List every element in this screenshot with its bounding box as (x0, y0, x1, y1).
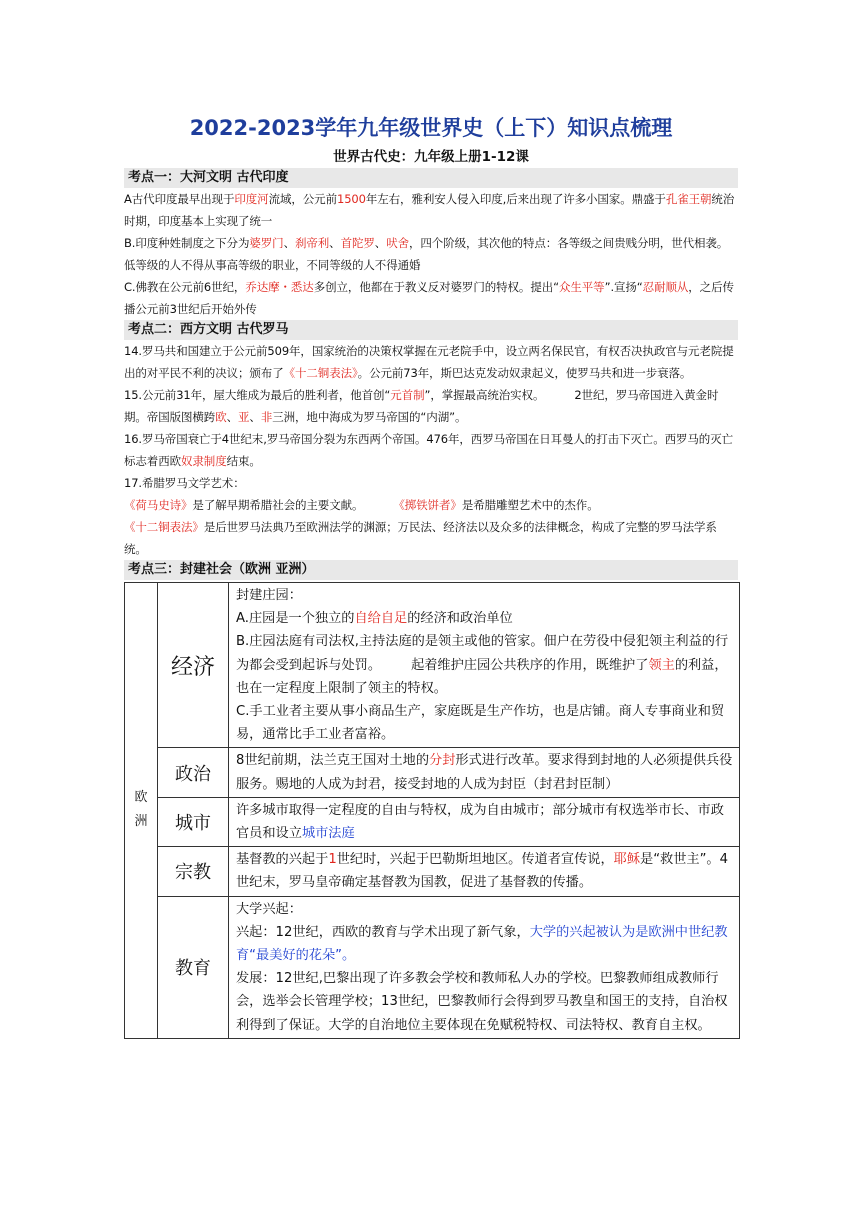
economy-line-b (236, 630, 733, 700)
keyword: 大学的兴起被认为是欧洲中世纪教育“最美好的花朵”。 (236, 924, 728, 964)
table-row (125, 748, 740, 797)
keyword: 城市法庭 (301, 826, 355, 842)
text: ，四个阶级，其次他的特点：各等级之间贵贱分明，世代相袭。低等级的人不得从事高等级的职业，不同等级的人不得通婚 (124, 236, 729, 272)
education-development: 发展：12世纪,巴黎出现了许多教会学校和教师私人办的学校。巴黎教师组成教师行会，选举会长管理学校；13世纪，巴黎教师行会得到罗马教皇和国王的支持，自治权利得到了保证。大学的自治地位主要体现在免赋税特权、司法特权、教育自主权。 (236, 971, 728, 1033)
region-cell-europe (125, 583, 158, 1039)
table-row (125, 847, 740, 896)
text: 兴起：12世纪，西欧的教育与学术出现了新气象， (236, 924, 530, 940)
education-description (229, 896, 740, 1038)
india-paragraph-b (124, 232, 738, 276)
text: 。公元前73年，斯巴达克发动奴隶起义，使罗马共和进一步衰落。 (357, 366, 692, 380)
religion-description (229, 847, 740, 896)
text: 流域，公元前 (268, 192, 337, 206)
text: 是“救世主”。4世纪末，罗马皇帝确定基督教为国教，促进了基督教的传播。 (236, 852, 729, 891)
text: 统治时期，印度基本上实现了统一 (124, 192, 735, 228)
text: 、 (226, 410, 239, 424)
text: 形式进行改革。要求得到封地的人必须提供兵役服务。赐地的人成为封君，接受封地的人成为封臣（封君封臣制） (236, 753, 733, 792)
text: 、 (374, 236, 387, 250)
text: 14.罗马共和国建立于公元前509年，国家统治的决策权掌握在元老院手中，设立两名保民官，有权否决执政官与元老院提出的对平民不利的决议；颁布了 (124, 344, 734, 380)
category-politics: 政治 (158, 748, 229, 797)
category-economy: 经济 (158, 583, 229, 748)
keyword: 非 (260, 410, 273, 424)
section-heading-feudal: 考点三：封建社会（欧洲 亚洲） (124, 560, 738, 580)
text: 世纪时，兴起于巴勒斯坦地区。传道者宣传说， (336, 852, 614, 868)
text: 三洲，地中海成为罗马帝国的“内湖”。 (272, 410, 467, 424)
section-heading-india: 考点一：大河文明 古代印度 (124, 168, 738, 188)
text: 是了解早期希腊社会的主要文献。 (192, 498, 364, 512)
keyword: 乔达摩・悉达 (245, 280, 314, 294)
text: 15.公元前31年，屋大维成为最后的胜利者，他首创“ (124, 388, 391, 402)
text: ”，掌握最高统治实权。 (424, 388, 545, 402)
keyword: 1500 (336, 192, 366, 206)
rome-paragraph-17: 17.希腊罗马文学艺术： (124, 476, 245, 490)
politics-description (229, 748, 740, 797)
economy-line-a (236, 607, 733, 630)
text: ，之后传播公元前3世纪后开始外传 (124, 280, 734, 316)
text: 多创立，他都在于教义反对婆罗门的特权。提出“ (313, 280, 559, 294)
rome-paragraph-16 (124, 428, 738, 472)
keyword: 忍耐顺从 (642, 280, 689, 294)
keyword: 《十二铜表法》 (124, 520, 204, 534)
keyword: 首陀罗 (340, 236, 375, 250)
text: 、 (249, 410, 261, 424)
text: 起着维护庄园公共秩序的作用，既维护了 (411, 657, 649, 673)
economy-line-c: C.手工业者主要从事小商品生产，家庭既是生产作坊，也是店铺。商人专事商业和贸易，通常比手工业者富裕。 (236, 704, 725, 743)
text: 2世纪，罗马帝国进入黄金时期。帝国版图横跨 (124, 388, 719, 424)
city-text (236, 799, 733, 845)
rome-paragraph-17b (124, 516, 738, 560)
table-row (125, 797, 740, 846)
keyword: 《十二铜表法》 (283, 366, 358, 380)
text: 、 (329, 236, 341, 250)
text: B.印度种姓制度之下分为 (124, 236, 250, 250)
section-heading-rome: 考点二：西方文明 古代罗马 (124, 320, 738, 340)
text: 的利益，也在一定程度上限制了领主的特权。 (236, 657, 728, 696)
keyword: 印度河 (234, 192, 269, 206)
rome-paragraph-15 (124, 384, 738, 428)
text: 是希腊雕塑艺术中的杰作。 (461, 498, 599, 512)
text: ”.宣扬“ (604, 280, 643, 294)
keyword: 1 (328, 852, 337, 868)
keyword: 分封 (429, 753, 456, 769)
text: 许多城市取得一定程度的自由与特权，成为自由城市；部分城市有权选举市长、市政官员和设立 (236, 802, 724, 842)
document-title: 2022-2023学年九年级世界史（上下）知识点梳理 (189, 116, 673, 140)
table-row (125, 896, 740, 1038)
region-char: 洲 (134, 814, 148, 830)
text: 封建庄园： (236, 588, 302, 603)
politics-text (236, 749, 733, 795)
keyword: 自给自足 (354, 611, 408, 627)
keyword: 吠舍 (386, 236, 409, 250)
region-char: 欧 (134, 790, 148, 806)
text: A古代印度最早出现于 (124, 192, 235, 206)
category-religion: 宗教 (158, 847, 229, 896)
text: 是后世罗马法典乃至欧洲法学的渊源；万民法、经济法以及众多的法律概念，构成了完整的罗马法学系统。 (124, 520, 717, 556)
india-paragraph-c (124, 276, 738, 320)
keyword: 孔雀王朝 (665, 192, 712, 206)
text: A.庄园是一个独立的 (236, 611, 355, 627)
keyword: 亚 (238, 410, 250, 424)
text: 大学兴起： (236, 901, 302, 917)
category-education: 教育 (158, 896, 229, 1038)
text: 的经济和政治单位 (407, 611, 513, 627)
keyword: 《荷马史诗》 (124, 498, 193, 512)
text: 16.罗马帝国衰亡于4世纪末,罗马帝国分裂为东西两个帝国。476年，西罗马帝国在日耳曼人的打击下灭亡。西罗马的灭亡标志着西欧 (124, 432, 734, 468)
text: C.佛教在公元前6世纪， (124, 280, 246, 294)
category-city: 城市 (158, 797, 229, 846)
document-content (124, 112, 738, 1039)
rome-paragraph-17a (124, 494, 738, 516)
keyword: 婆罗门 (249, 236, 284, 250)
text: 年左右，雅利安人侵入印度,后来出现了许多小国家。鼎盛于 (365, 192, 666, 206)
keyword: 领主 (648, 657, 675, 673)
keyword: 刹帝利 (294, 236, 330, 250)
text: 、 (283, 236, 295, 250)
text: 基督教的兴起于 (236, 852, 329, 868)
feudal-europe-table (124, 582, 740, 1039)
keyword: 欧 (215, 410, 227, 424)
text: 8世纪前期，法兰克王国对土地的 (236, 753, 430, 769)
rome-paragraph-14 (124, 340, 738, 384)
text: B.庄园法庭有司法权,主持法庭的是领主或他的管家。佃户在劳役中侵犯领主利益的行为都会受到起诉与处罚。 (236, 634, 729, 673)
religion-text (236, 848, 733, 894)
keyword: 奴隶制度 (181, 454, 227, 468)
education-rise (236, 921, 733, 967)
table-row (125, 583, 740, 748)
india-paragraph-a (124, 188, 738, 232)
keyword: 耶稣 (613, 852, 641, 868)
text: 结束。 (226, 454, 261, 468)
city-description (229, 797, 740, 846)
keyword: 《掷铁饼者》 (393, 498, 462, 512)
keyword: 众生平等 (558, 280, 605, 294)
economy-description (229, 583, 740, 748)
keyword: 元首制 (390, 388, 425, 402)
document-subtitle: 世界古代史：九年级上册1-12课 (333, 149, 529, 165)
